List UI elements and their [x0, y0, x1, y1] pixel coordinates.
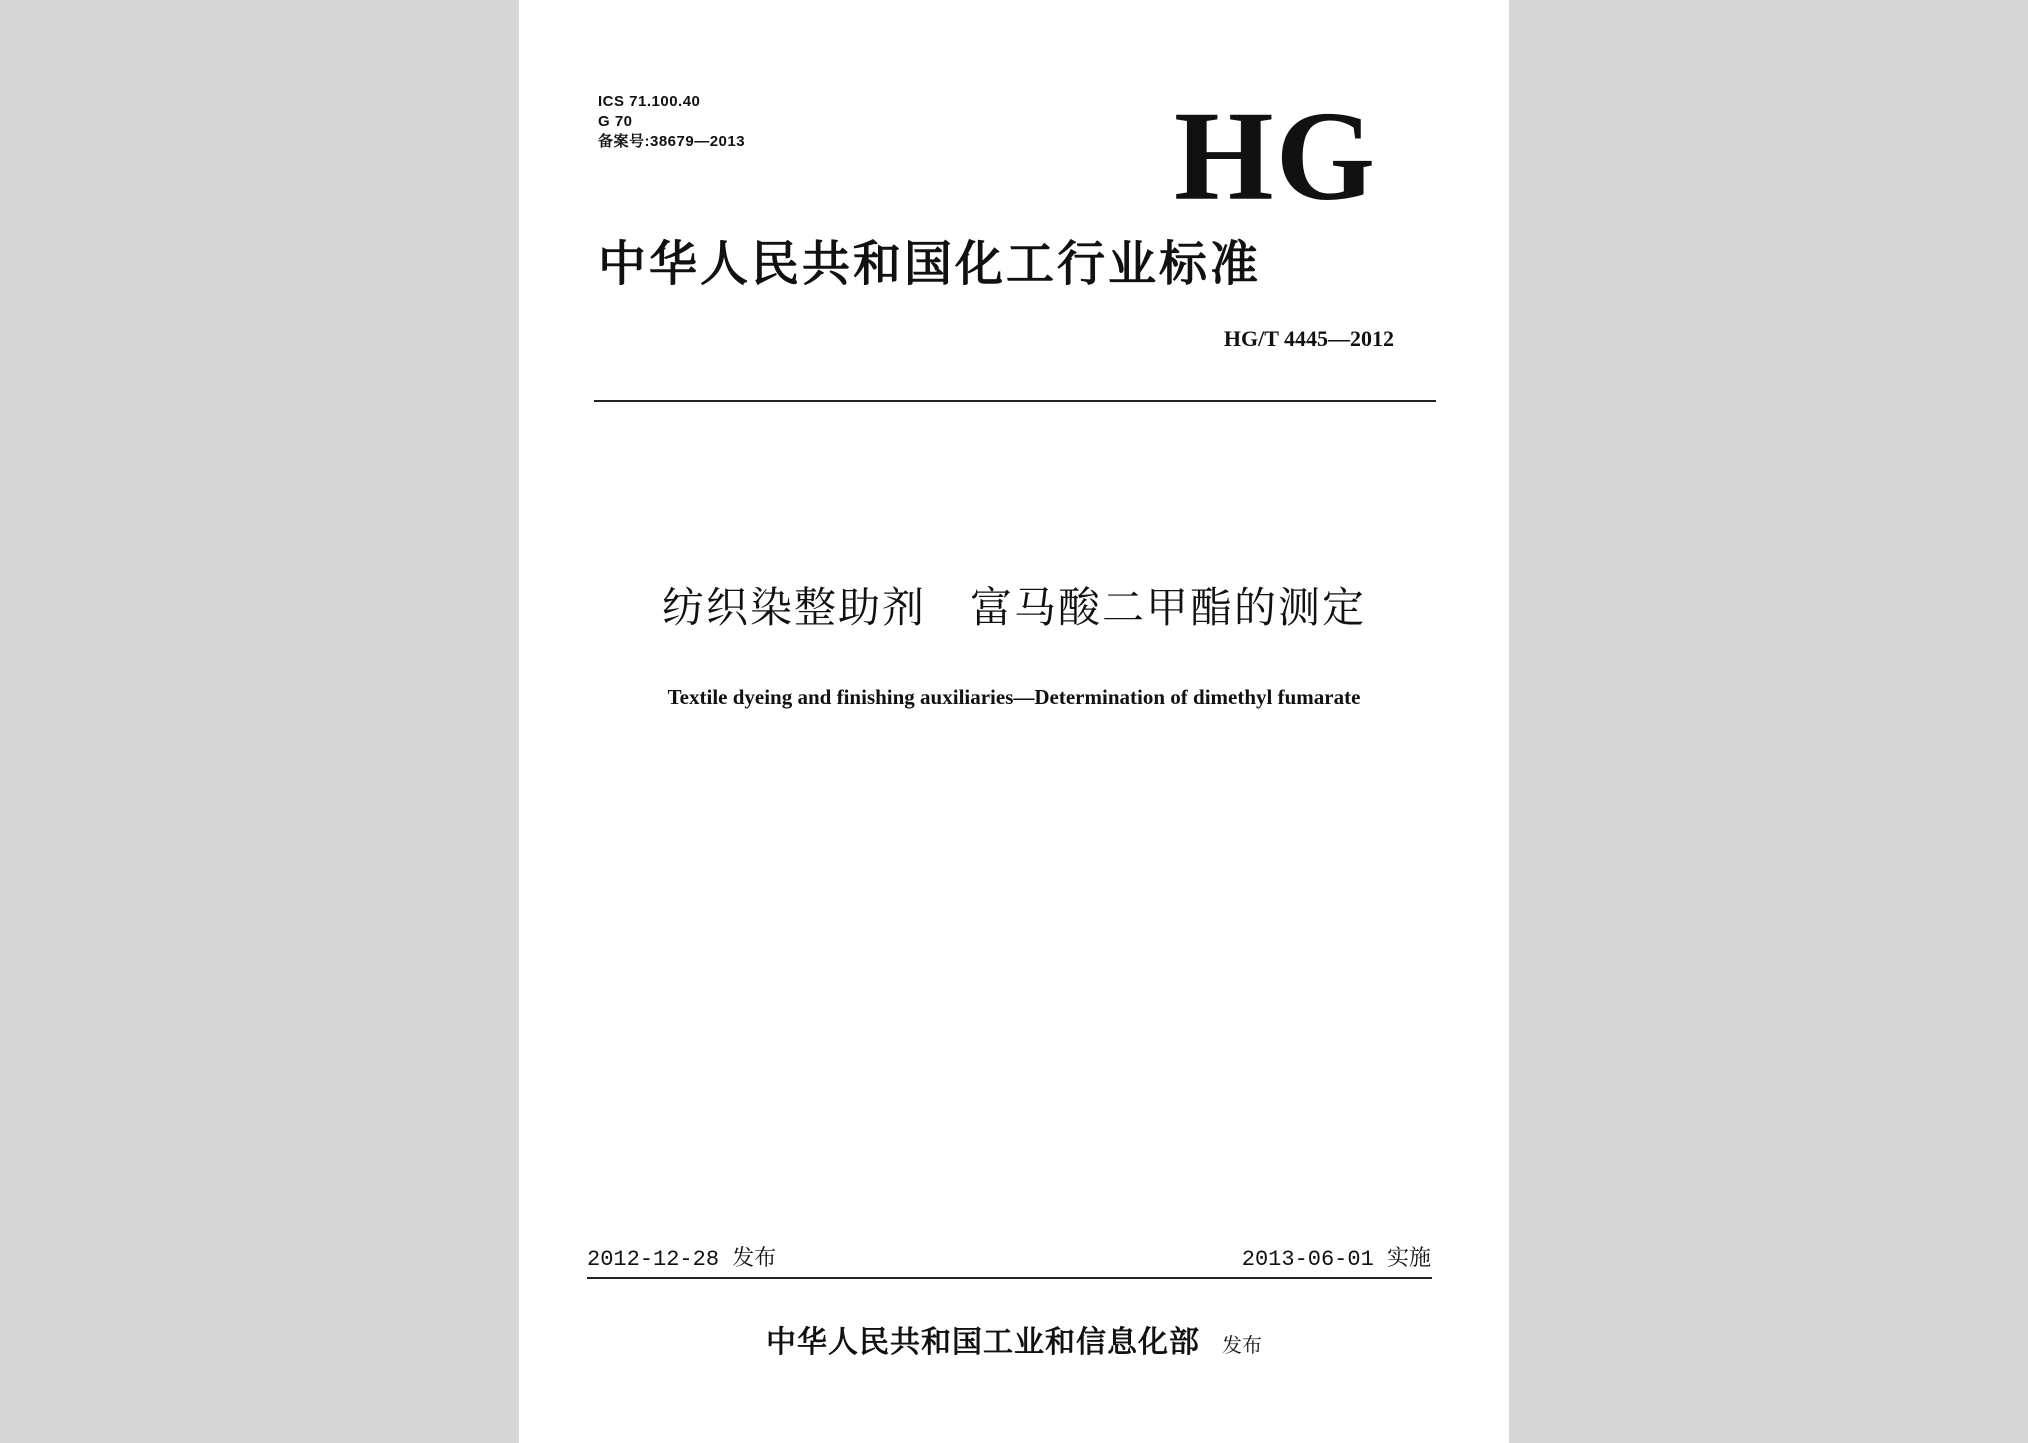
standard-category-title: 中华人民共和国化工行业标准	[598, 236, 1262, 292]
publisher-line	[519, 1323, 1509, 1365]
top-divider	[594, 400, 1436, 402]
publisher-suffix: 发布	[1222, 1333, 1262, 1357]
bottom-divider	[587, 1277, 1432, 1279]
document-page	[519, 0, 1509, 1443]
classification-block	[598, 92, 745, 152]
implementation-date: 2013-06-01 实施	[1241, 1247, 1431, 1272]
chinese-title: 纺织染整助剂 富马酸二甲酯的测定	[661, 583, 1366, 632]
ics-code: ICS 71.100.40	[598, 93, 701, 110]
standard-number: HG/T 4445—2012	[1223, 326, 1394, 351]
ccs-code: G 70	[598, 113, 633, 130]
issue-date: 2012-12-28 发布	[587, 1247, 777, 1272]
english-title: Textile dyeing and finishing auxiliaries—Determination of dimethyl fumarate	[667, 685, 1361, 709]
hg-logo: HG	[1174, 85, 1378, 227]
publisher-name: 中华人民共和国工业和信息化部	[766, 1325, 1200, 1360]
filing-number: 备案号:38679—2013	[598, 133, 746, 150]
